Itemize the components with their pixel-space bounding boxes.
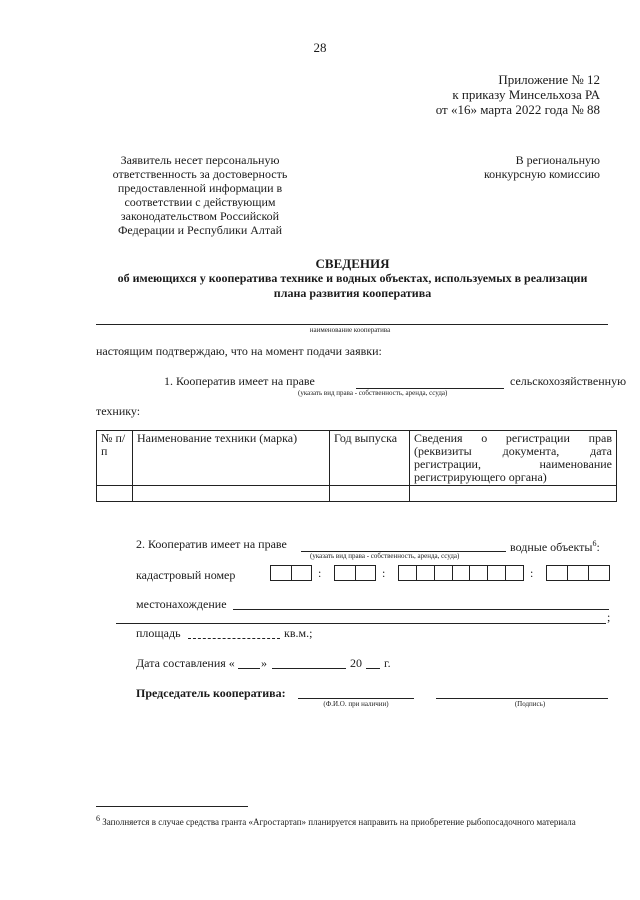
document-title [95, 256, 610, 301]
note-line: Федерации и Республики Алтай [117, 223, 283, 237]
item2-prefix: 2. Кооператив имеет на праве [136, 537, 287, 551]
header-equipment-name: Наименование техники (марка) [133, 431, 330, 486]
area-field[interactable] [188, 638, 280, 639]
header-registration: Сведения о регистрации прав (реквизиты документа, дата регистрации, наименование регистрирующего органа) [410, 431, 617, 486]
cadastral-box-4[interactable] [546, 565, 610, 581]
table-cell[interactable] [133, 486, 330, 502]
location-field-2[interactable] [116, 623, 606, 624]
item1-continuation: технику: [96, 404, 141, 418]
footnote [96, 813, 610, 828]
note-line: ответственность за достоверность [112, 167, 288, 181]
date-day-field[interactable] [238, 668, 260, 669]
cadastral-label: кадастровый номер [136, 568, 236, 582]
item1-hint: (указать вид права - собственность, аренда, ссуда) [298, 389, 448, 397]
cadastral-sep: : [530, 566, 534, 580]
date-mid: » [261, 656, 267, 670]
addressee-line: конкурсную комиссию [483, 167, 600, 181]
location-label: местонахождение [136, 597, 227, 611]
coop-name-hint: наименование кооператива [309, 326, 391, 334]
note-line: соответствии с действующим [124, 195, 276, 209]
footnote-separator [96, 806, 248, 807]
location-end: ; [607, 610, 611, 624]
applicant-responsibility-note [100, 153, 300, 237]
table-row[interactable] [97, 486, 617, 502]
header-number: № п/п [97, 431, 133, 486]
item2-colon: : [596, 540, 600, 554]
date-end: г. [384, 656, 391, 670]
date-year-field[interactable] [366, 668, 380, 669]
chairman-signature-field[interactable] [436, 698, 608, 699]
appendix-line: Приложение № 12 [498, 72, 600, 87]
note-line: Заявитель несет персональную [120, 153, 280, 167]
title-subline: плана развития кооператива [273, 286, 432, 300]
item1-suffix: сельскохозяйственную [510, 374, 627, 388]
confirm-text: настоящим подтверждаю, что на момент подачи заявки: [96, 344, 382, 358]
chairman-fio-field[interactable] [298, 698, 414, 699]
footnote-mark: 6 [592, 539, 597, 548]
cadastral-box-3[interactable] [398, 565, 524, 581]
footnote-number: 6 [96, 814, 100, 823]
footnote-text: Заполняется в случае средства гранта «Агростартап» планируется направить на приобретение рыбопосадочного материала [102, 817, 576, 827]
page-number: 28 [313, 40, 327, 55]
table-cell[interactable] [410, 486, 617, 502]
chairman-label: Председатель кооператива: [136, 686, 286, 700]
item1-prefix: 1. Кооператив имеет на праве [164, 374, 315, 388]
note-line: законодательством Российской [120, 209, 280, 223]
table-cell[interactable] [97, 486, 133, 502]
item2-hint: (указать вид права - собственность, аренда, ссуда) [310, 552, 460, 560]
appendix-block [380, 72, 600, 117]
fio-hint: (Ф.И.О. при наличии) [323, 700, 389, 708]
cadastral-box-2[interactable] [334, 565, 376, 581]
item2-suffix: водные объекты [510, 540, 593, 554]
coop-name-line[interactable] [96, 324, 608, 325]
table-header-row [97, 431, 617, 486]
item2-suffix-block [510, 537, 600, 554]
date-year-prefix: 20 [350, 656, 362, 670]
title-main: СВЕДЕНИЯ [315, 256, 390, 271]
title-subline: об имеющихся у кооператива технике и водных объектах, используемых в реализации [117, 271, 588, 285]
addressee-line: В региональную [515, 153, 600, 167]
area-label: площадь [136, 626, 181, 640]
equipment-table [96, 430, 617, 502]
area-unit: кв.м.; [284, 626, 313, 640]
cadastral-sep: : [382, 566, 386, 580]
signature-hint: (Подпись) [514, 700, 546, 708]
appendix-line: к приказу Минсельхоза РА [452, 87, 600, 102]
appendix-line: от «16» марта 2022 года № 88 [435, 102, 600, 117]
header-year: Год выпуска [330, 431, 410, 486]
cadastral-sep: : [318, 566, 322, 580]
cadastral-box-1[interactable] [270, 565, 312, 581]
location-field[interactable] [233, 609, 609, 610]
note-line: предоставленной информации в [117, 181, 283, 195]
addressee-block [420, 153, 600, 181]
date-label: Дата составления « [136, 656, 235, 670]
date-month-field[interactable] [272, 668, 346, 669]
table-cell[interactable] [330, 486, 410, 502]
